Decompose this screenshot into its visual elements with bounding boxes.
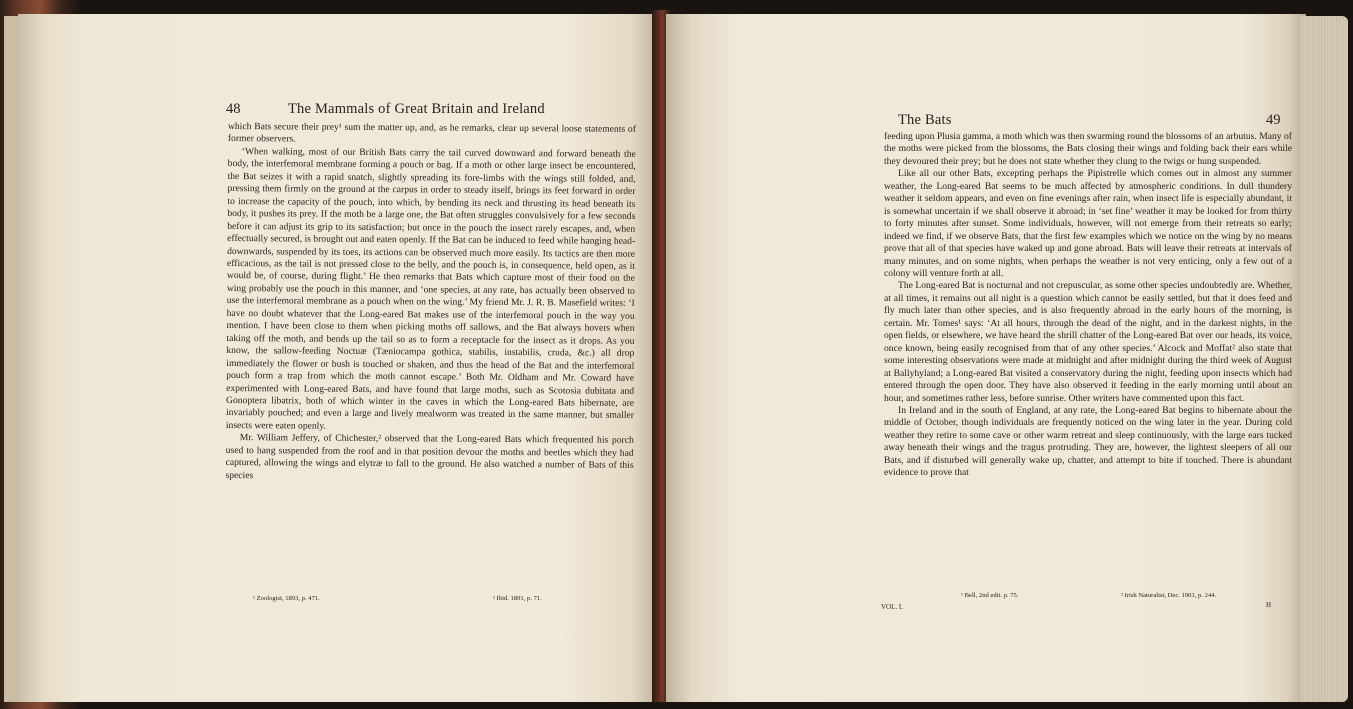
right-footnote-2: ² Irish Naturalist, Dec. 1901, p. 244. xyxy=(1121,592,1217,599)
left-footnote-2: ² Ibid. 1891, p. 71. xyxy=(493,595,542,602)
left-page-number: 48 xyxy=(226,101,241,117)
left-running-head: The Mammals of Great Britain and Ireland xyxy=(288,101,545,117)
left-page xyxy=(18,14,658,702)
right-body-text xyxy=(884,131,1292,480)
right-paragraph-4: In Ireland and in the south of England, at any rate, the Long-eared Bat begins to hibernate about the middle of October, though individuals are frequently noticed on the wing later in the year. During cold weather they retire to some cave or other warm retreat and sleep continuously, with the large ears tucked away beneath their wings and the tragus protruding. They are, however, the lightest sleepers of all our Bats, and if disturbed will generally wake up, chatter, and attempt to bite if touched. There is abundant evidence to prove that xyxy=(884,404,1292,479)
right-paragraph-2: Like all our other Bats, excepting perhaps the Pipistrelle which comes out in almost any summer weather, the Long-eared Bat seems to be much affected by atmospheric conditions. In dull thundery weather it seldom appears, and even on fine evenings after rain, when insect life is especially abundant, it is somewhat uncertain if we shall observe it abroad; in ‘set fine’ weather it may be looked for from thirty to forty minutes after sunset. Some individuals, however, will not emerge from their retreats so early; indeed we find, if we observe Bats, that the first few examples which we notice on the wing by no means prove that all of that species have waked up and gone abroad. Bats will leave their retreats at intervals of many minutes, and on some nights, when perhaps the weather is not very enticing, only a few out of a colony will venture forth at all. xyxy=(884,168,1292,279)
right-paragraph-1: feeding upon Plusia gamma, a moth which was then swarming round the blossoms of an arbutus. Many of the moths were picked from the blossoms, the Bats closing their wings and folding back their ears while they devoured their prey; but he does not state whether they clung to the twigs or hung suspended. xyxy=(884,131,1292,167)
right-page xyxy=(666,14,1306,702)
left-footnote-1: ¹ Zoologist, 1893, p. 471. xyxy=(253,595,320,602)
left-paragraph-3: Mr. William Jeffery, of Chichester,² observed that the Long-eared Bats which frequented his porch used to hang suspended from the roof and in that position devour the moths and beetles which they had captured, allowing the wings and elytræ to fall to the ground. He also watched a number of Bats of this species xyxy=(225,432,634,481)
right-running-head: The Bats xyxy=(898,112,952,128)
right-page-edges xyxy=(1300,16,1348,702)
right-footnote-1: ¹ Bell, 2nd edit. p. 75. xyxy=(961,592,1019,599)
gathering-signature: H xyxy=(1265,601,1271,609)
left-footnotes xyxy=(253,594,643,603)
left-paragraph-1: which Bats secure their prey¹ sum the matter up, and, as he remarks, clear up several loose statements of former observers. xyxy=(227,121,636,145)
left-body-text xyxy=(225,121,636,485)
volume-signature: VOL. I. xyxy=(881,603,903,611)
right-paragraph-3: The Long-eared Bat is nocturnal and not crepuscular, as some other species undoubtedly are. Whether, at all times, it remains out all night is a question which cannot be easily settled, but that it does feed and fly much later than other species, and is also frequently abroad in the early hours of the morning, is certain. Mr. Tomes¹ says: ‘At all hours, through the dead of the night, and in the darkest nights, in the open fields, or elsewhere, we have heard the shrill chatter of the Long-eared Bat over our heads, its voice, once known, being easily recognised from that of any other species.’ Alcock and Moffat² also state that some interesting observations were made at midnight and after midnight during the third week of August at Ballyhyland; a Long-eared Bat visited a conservatory during the night, feeding upon insects which had entered through the open door. They have also observed it feeding in the early morning until about an hour, and sometimes rather less, before sunrise. Other writers have commented upon this fact. xyxy=(884,280,1292,404)
right-footnotes xyxy=(881,591,1291,611)
left-paragraph-2: ‘When walking, most of our British Bats carry the tail curved downward and forward beneath the body, the interfemoral membrane forming a pouch or bag. If a moth or other large insect be encountered, the Bat seizes it with a rapid snatch, slightly spreading its fore-limbs with the wings still folded, and, pressing them firmly on the ground at the carpus in order to steady itself, brings its feet forward in order to increase the capacity of the pouch, into which, by bending its neck and thrusting its head beneath its body, it pushes its prey. If the moth be a large one, the Bat often struggles convulsively for a few seconds before it can adjust its grip to its satisfaction; but once in the pouch the insect rarely escapes, and, when effectually secured, is brought out and eaten openly. If the Bat can be induced to feed while hanging head-downwards, suspended by its toes, its actions can be observed much more easily. Its tactics are then more efficacious, as the tail is not pressed close to the belly, and the pouch is, in consequence, held open, as it would be, of course, during flight.’ He then remarks that Bats which capture most of their food on the wing probably use the pouch in this manner, and ‘one species, at any rate, has actually been observed to use the interfemoral membrane as a pouch when on the wing.’ My friend Mr. J. R. B. Masefield writes: ‘I have no doubt whatever that the Long-eared Bat makes use of the interfemoral pouch in the way you mention. I have been close to them when picking moths off sallows, and the Bat always hovers when taking off the moth, and bends up the tail so as to form a receptacle for the insect as it drops. As you know, the sallow-feeding Noctuæ (Tæniocampa gothica, stabilis, instabilis, cruda, &c.) all drop immediately the flower or bush is touched or shaken, and thus the head of the Bat and the interfemoral pouch form a trap from which the moth cannot escape.’ Both Mr. Oldham and Mr. Coward have experimented with Long-eared Bats, and have found that large moths, such as Scotosia dubitata and Gonoptera libatrix, both of which winter in the caves in which the Long-eared Bats hibernate, are invariably pouched; and even a large and lively mealworm was treated in the same manner, but smaller insects were eaten openly. xyxy=(225,146,636,432)
right-page-number: 49 xyxy=(1266,112,1281,128)
